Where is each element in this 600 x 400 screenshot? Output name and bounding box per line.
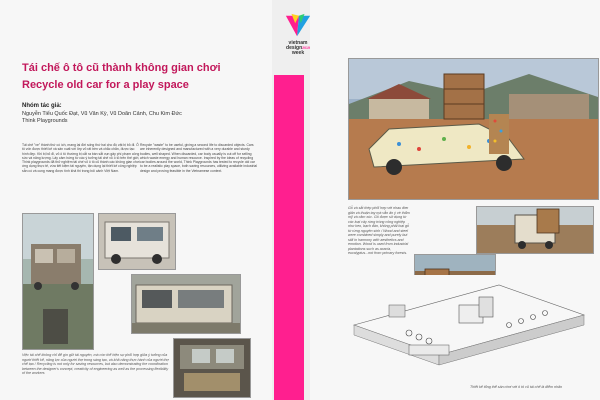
photo-van-lifted <box>22 213 94 350</box>
photo-van-interior <box>173 338 251 398</box>
accent-stripe <box>274 75 304 400</box>
photo-van-structure <box>476 206 594 254</box>
photo-van-cut <box>131 274 241 334</box>
caption-right: Gỗ và sắt thép phối hợp với nhau đơn giản và thuận tay mà vẫn ấn ý về thẩm mỹ và cảm xúc. Gỗ được sử dụng từ các loại cây rừng trồng công nghiệp như keo, bạch đàn, không phải loại gỗ từ rừng nguyên sinh / Wood and steel were combined simply and purely but still in harmony with aesthetics and emotion. Wood is used from industrial plantations such as acacia, eucalyptus...not from primary forests. <box>348 206 410 255</box>
authors-org: Think Playgrounds <box>22 118 68 124</box>
site-plan-sketch <box>349 275 587 383</box>
logo-line-3: week <box>291 50 305 56</box>
title-vietnamese: Tái chế ô tô cũ thành không gian chơi <box>22 62 221 74</box>
body-text-vietnamese: Tái chế "xe" thành thứ có ích, mang lại đời sống thứ hai cho đồ vật bị bỏ đi. Ô tô vốn được thiết kế và sản xuất với lớp vỏ rất bền và chắc chắn, được tạo hình đẹp. Khi bị bỏ đi, vỏ ô tô thường bị cắt ra bán sắt vụn gây phí phạm công sức và năng lượng. Lấy cảm hứng từ các ý tưởng tái chế vỏ ô tô trên thế giới, Think playgrounds đã thử nghiệm tái chế vỏ ô tô cũ thành các không gian chơi ứng dụng thực tế, vừa tiết kiệm tài nguyên, tận dụng lại thiết kế công nghiệp sẵn có và cung mang được tính khả thi trong bối cảnh Việt Nam. <box>22 143 140 173</box>
caption-left: Việc tái chế không chỉ để gìn giữ tài nguyên, mà còn thể hiện sự phối hợp giữa ý tưởng của người thiết kế, năng lực của người thợ trong sáng tạo, và khả năng thực hành của người thợ chế tạo / Recycling is not only for saving resources, but also demonstrating the coordination between the designer's concept, creativity of engineering as well as the processing flexibility of the workers <box>22 353 169 375</box>
logo-mark-icon <box>284 12 312 40</box>
left-sheet <box>0 0 272 400</box>
right-sheet <box>310 0 600 400</box>
title-english: Recycle old car for a play space <box>22 79 189 91</box>
authors-block <box>22 111 262 125</box>
authors-heading: Nhóm tác giả: <box>22 103 62 109</box>
logo-line-2: design2019 <box>286 45 310 51</box>
photo-car-playground <box>348 58 599 200</box>
authors-names: Nguyễn Tiểu Quốc Đạt, Vũ Văn Kỳ, Vũ Doãn Cảnh, Chu Kim Đức <box>22 111 182 117</box>
photo-van-shell <box>98 213 176 270</box>
logo-line-1: vietnam <box>288 40 308 46</box>
caption-diagram: Thiết kế tổng thể sân chơi với ô tô cũ tái chế là điểm nhấn <box>470 385 563 389</box>
body-text-english: Recycle "waste" to be useful, giving a second life to discarded objects. Cars are inherently designed and manufactured with a very durable and sturdy bodies, well shaped. When discarded, car body usually is cut off for selling which waste energy and human resource. Inspired by the ideas of recycling car bodies around the world, Think Playgrounds has tested to recycle old car to be a realistic play space, both saving resources, utilizing available industrial design and proving feasible in the Vietnamese context. <box>140 143 258 173</box>
